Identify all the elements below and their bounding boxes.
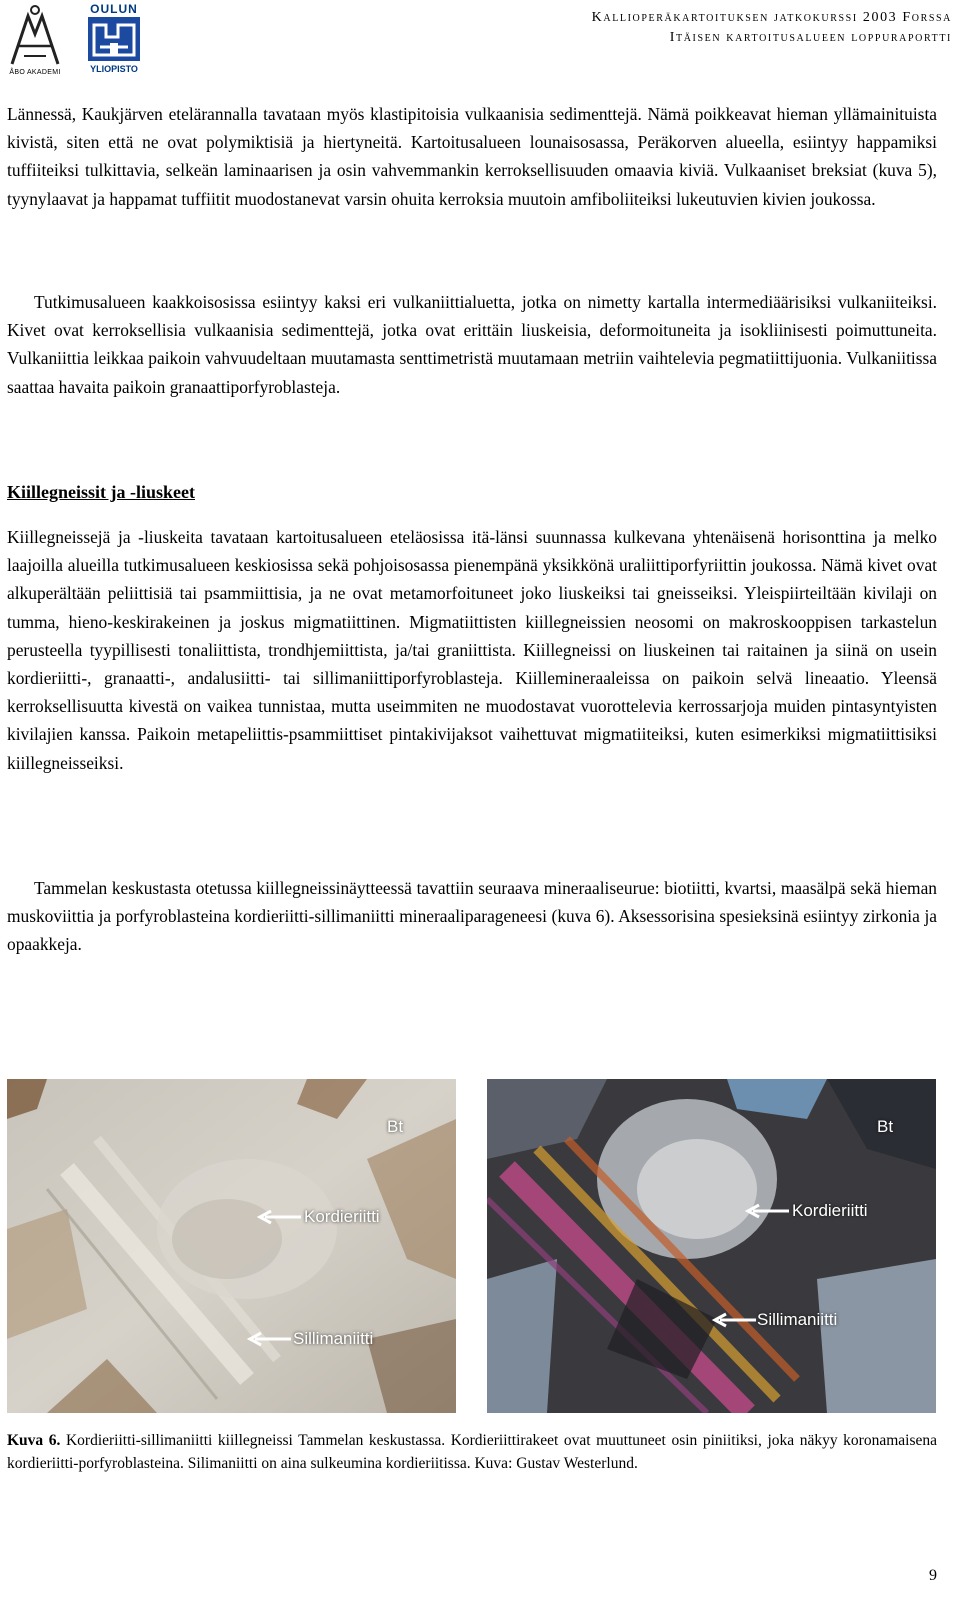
page-number: 9 [929,1567,937,1584]
arrow-left-icon [745,1203,790,1219]
abo-akademi-emblem-icon [4,4,66,66]
caption-label: Kuva 6. [7,1432,61,1449]
section-heading: Kiillegneissit ja -liuskeet [7,482,195,502]
arrow-left-icon [257,1209,302,1225]
micrograph-left [7,1079,456,1413]
micrograph-right [487,1079,936,1413]
caption-text: Kordieriitti-sillimaniitti kiillegneissi Tammelan keskustassa. Kordieriittirakeet ovat muuttuneet osin piniitiksi, joka näkyy koronamaisena kordieriitti-porfyroblasteina. Silimaniitti on aina sulkeumina kordieriitissa. Kuva: Gustav Westerlund. [7,1432,937,1472]
paragraph-mica-gneisses: Kiillegneissejä ja -liuskeita tavataan kartoitusalueen eteläosissa itä-länsi suunnassa kulkevana yhtenäisenä horisonttina ja melko laajoilla alueilla tutkimusalueen keskiosissa sekä pohjoisosassa pienempänä yksikkönä uraliittiporfyriittin joukossa. Nämä kivet ovat alkuperältään peliittisiä tai psammiittisia, ja ne ovat metamorfoituneet joko liuskeiksi tai gneisseiksi. Yleispiirteiltään kivilaji on tumma, hieno-keskirakeinen ja joskus migmatiittinen. Migmatiittisten kiillegneissien neosomi on makroskooppisen tarkastelun perusteella tyypillisesti tonaliittista, trondhjemiittista, ja/tai graniittista. Kiillegneissi on liuskeinen tai raitainen ja siinä on usein kordieriitti-, granaatti-, andalusiitti- tai sillimaniittiporfyroblasteja. Kiillemineraaleissa on paikoin selvä lineaatio. Yleensä kerroksellisuutta kivestä on vaikea tunnistaa, mutta useimmiten ne muodostavat vuorottelevia kerrossarjoja muiden pintasyntyisten kivilajien kanssa. Paikoin metapeliittis-psammiittiset pintakivijaksot vaihettuvat migmatiiteiksi, kuten esimerkiksi migmatiittisiksi kiillegneisseiksi. [7,527,937,773]
label-sillimaniitti-right: Sillimaniitti [757,1310,838,1329]
oulun-logo-bottom: YLIOPISTO [90,64,138,74]
arrow-left-icon [712,1312,757,1328]
arrow-left-icon [247,1331,292,1347]
paragraph-tammela-sample: Tammelan keskustasta otetussa kiillegneissinäytteessä tavattiin seuraava mineraaliseurue: biotiitti, kvartsi, maasälpä sekä hieman muskoviittia ja porfyroblasteina kordieriitti-sillimaniitti mineraaliparageneesi (kuva 6). Aksessorisina spesieksinä esiintyy zirkonia ja opaakkeja. [7,878,937,955]
micrograph-right-image [487,1079,936,1413]
label-bt-left: Bt [387,1117,404,1136]
abo-akademi-logo [4,4,64,76]
running-header [592,8,952,48]
header-line-2: Itäisen kartoitusalueen loppuraportti [669,30,952,45]
oulun-yliopisto-logo [88,2,140,74]
figure-caption [7,1429,937,1475]
paragraph-southeast-volcanites: Tutkimusalueen kaakkoisosissa esiintyy kaksi eri vulkaniittialuetta, jotka on nimetty kartalla intermediäärisiksi vulkaniiteiksi. Kivet ovat kerroksellisia vulkaanisia sedimenttejä, jotka ovat erittäin liuskeisia, deformoituneita ja isokliinisesti poimuttuneita. Vulkaniittia leikkaa paikoin vahvuudeltaan muutamasta senttimetristä muutamaan metriin vaihtelevia pegmatiittijuonia. Vulkaniitissa saattaa havaita paikoin granaattiporfyroblasteja. [7,292,937,397]
label-kordieriitti-left: Kordieriitti [304,1207,380,1226]
label-kordieriitti-right: Kordieriitti [792,1201,868,1220]
paragraph-volcanic-sediments: Lännessä, Kaukjärven etelärannalla tavataan myös klastipitoisia vulkaanisia sedimenttejä. Nämä poikkeavat hieman yllämainituista kivistä, siten että ne ovat polymiktisiä ja hiertyneitä. Kartoitusalueen lounaisosassa, Peräkorven alueella, esiintyy happamiksi tuffiiteiksi tulkittavia, selkeän laminaarisen ja osin vahvemmankin kerroksellisuuden omaavia kiviä. Vulkaaniset breksiat (kuva 5), tyynylaavat ja happamat tuffiitit muodostanevat varsin ohuita kerroksia muutoin amfiboliiteiksi lukeutuvien kivien joukossa. [7,104,937,209]
oulun-yliopisto-emblem-icon [88,17,140,61]
abo-akademi-caption: ÅBO AKADEMI [9,69,61,76]
header-line-1: Kallioperäkartoituksen jatkokurssi 2003 Forssa [591,10,952,25]
oulun-logo-top: OULUN [90,2,138,16]
label-bt-right: Bt [877,1117,894,1136]
label-sillimaniitti-left: Sillimaniitti [293,1329,374,1348]
